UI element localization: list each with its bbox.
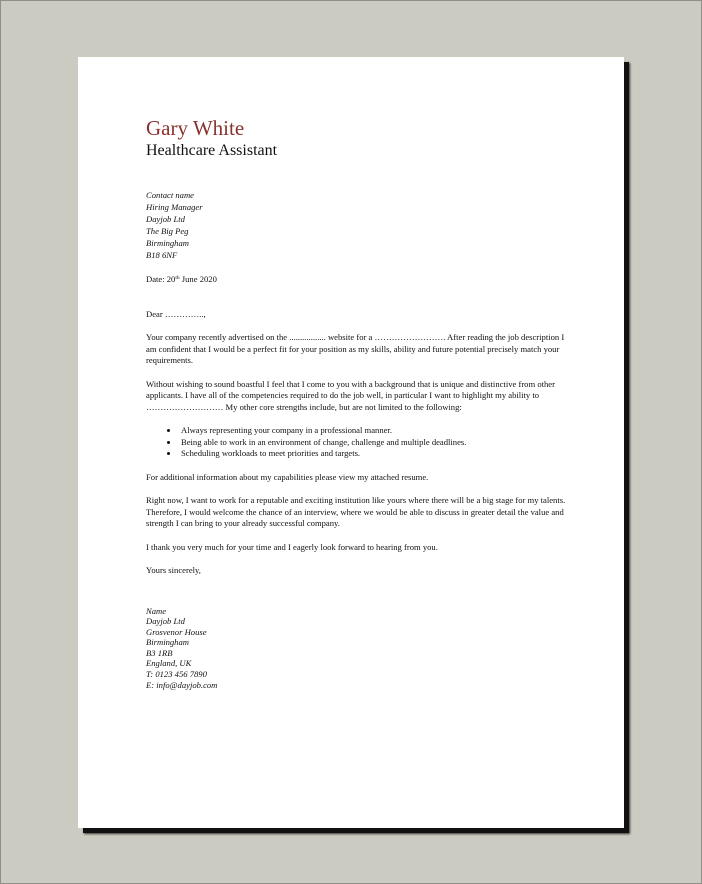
signature-line: Birmingham: [146, 637, 189, 648]
signature-line: T: 0123 456 7890: [146, 669, 207, 680]
recipient-line: Hiring Manager: [146, 202, 203, 212]
body-paragraph-3: For additional information about my capabilities please view my attached resume.: [146, 471, 429, 482]
body-paragraph-2: Without wishing to sound boastful I feel that I come to you with a background that is unique and distinctive from other applicants. I have all of the competencies required to do the job well, in particular I want to highlight my ability to ……………………… My other core strengths include, but are not limited to the following:: [146, 378, 555, 412]
date-ordinal: th: [175, 275, 180, 281]
signature-line: E: info@dayjob.com: [146, 679, 218, 690]
recipient-line: Contact name: [146, 190, 194, 200]
recipient-line: B18 6NF: [146, 250, 178, 260]
job-title: Healthcare Assistant: [146, 142, 278, 159]
signature-line: England, UK: [146, 658, 192, 669]
letter-content: [146, 115, 566, 690]
salutation: Dear …………..,: [146, 308, 206, 319]
list-item: • Always representing your company in a professional manner.: [179, 425, 566, 437]
recipient-line: The Big Peg: [146, 226, 189, 236]
strengths-list: [146, 425, 566, 460]
applicant-name: Gary White: [146, 116, 245, 140]
body-paragraph-5: I thank you very much for your time and I eagerly look forward to hearing from you.: [146, 541, 438, 552]
signature-block: [146, 606, 566, 691]
list-item: • Being able to work in an environment of change, challenge and multiple deadlines.: [179, 437, 566, 449]
signature-line: Dayjob Ltd: [146, 616, 185, 627]
body-paragraph-1: Your company recently advertised on the ................. website for a ……………………. After reading the job description I am confident that I would be a perfect fit for your position as my skills, ability and future potential precisely match your requirements.: [146, 332, 565, 365]
signature-line: Name: [146, 605, 167, 616]
letter-date: [146, 274, 566, 286]
signature-line: B3 1RB: [146, 647, 173, 658]
date-prefix: Date: 20: [146, 274, 176, 284]
recipient-line: Dayjob Ltd: [146, 214, 185, 224]
date-rest: June 2020: [179, 274, 217, 284]
recipient-address: [146, 189, 566, 261]
document-page: [78, 57, 624, 828]
body-paragraph-4: Right now, I want to work for a reputable and exciting institution like yours where there will be a big stage for my talents. Therefore, I would welcome the chance of an interview, where we would be able to discuss in greater detail the value and strength I can bring to your already successful company.: [146, 495, 566, 528]
list-item: • Scheduling workloads to meet priorities and targets.: [179, 448, 566, 460]
recipient-line: Birmingham: [146, 238, 189, 248]
closing: Yours sincerely,: [146, 565, 201, 575]
signature-line: Grosvenor House: [146, 626, 207, 637]
